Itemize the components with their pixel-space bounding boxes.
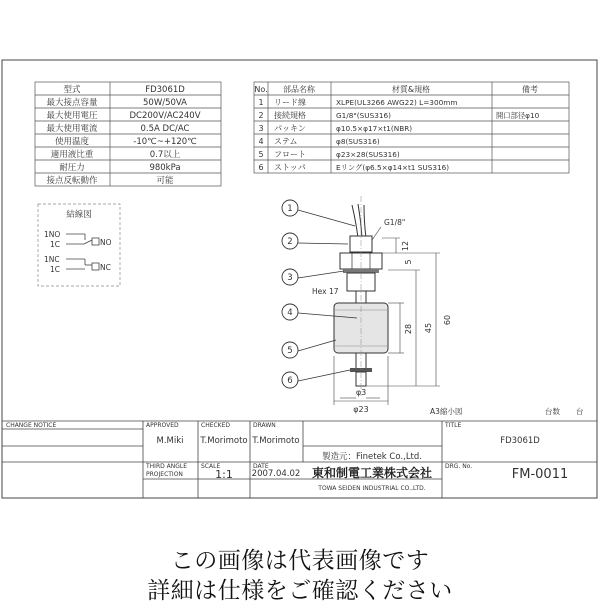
spec-label-7: 接点反転動作	[46, 176, 98, 186]
checked-value: T.Morimoto	[200, 436, 248, 446]
callout-2: 2	[287, 237, 293, 247]
paper-size-label: A3縮小図	[430, 407, 463, 416]
spec-label-0: 型式	[63, 85, 81, 95]
spec-value-5: 0.7以上	[149, 150, 181, 160]
thread-label: G1/8"	[384, 218, 406, 227]
date-label: DATE	[253, 463, 269, 470]
dim-45: 45	[424, 322, 433, 334]
caption-line-2: 詳細は仕様をご確認ください	[147, 578, 453, 604]
spec-value-6: 980kPa	[149, 163, 181, 173]
spec-value-7: 可能	[156, 176, 174, 186]
title-label: TITLE	[445, 422, 462, 429]
wiring-terminal-2: 1NC	[44, 255, 60, 264]
caption-line-1: この画像は代表画像です	[170, 548, 430, 574]
change-notice-label: CHANGE NOTICE	[6, 422, 57, 429]
dim-60: 60	[443, 314, 452, 326]
dim-phi23: φ23	[353, 405, 369, 414]
callout-5: 5	[287, 346, 293, 356]
spec-label-1: 最大接点容量	[46, 98, 98, 108]
parts-part-5: ストッパ	[274, 163, 306, 172]
title-value: FD3061D	[500, 436, 540, 446]
parts-part-3: ステム	[274, 137, 298, 146]
callout-1: 1	[287, 204, 293, 214]
unit-value: 台	[576, 407, 584, 416]
spec-value-1: 50W/50VA	[143, 98, 187, 108]
hex-label: Hex 17	[312, 287, 339, 296]
parts-part-0: リード線	[274, 98, 306, 107]
parts-material-1: G1/8"(SUS316)	[336, 111, 391, 120]
parts-material-2: φ10.5×φ17×t1(NBR)	[336, 124, 413, 133]
spec-value-4: -10℃~+120℃	[133, 137, 197, 147]
third-angle-line1: THIRD ANGLE	[146, 463, 188, 470]
spec-label-4: 使用温度	[54, 137, 90, 147]
parts-part-4: フロート	[274, 150, 306, 159]
dim-5: 5	[404, 259, 413, 265]
wiring-diagram	[38, 204, 120, 286]
scale-value: 1:1	[215, 468, 233, 481]
wiring-contact-nc: NC	[100, 263, 111, 272]
callout-4: 4	[287, 308, 293, 318]
wiring-terminal-0: 1NO	[44, 230, 61, 239]
company-name: 東和制電工業株式会社	[311, 466, 433, 480]
spec-value-0: FD3061D	[145, 85, 185, 95]
dim-phi3: φ3	[355, 388, 367, 397]
wiring-terminal-1: 1C	[50, 240, 61, 249]
approved-label: APPROVED	[146, 422, 179, 429]
spec-value-2: DC200V/AC240V	[129, 111, 201, 121]
parts-part-1: 接続規格	[274, 111, 306, 120]
parts-header-note: 備考	[522, 85, 538, 94]
third-angle-line2: PROJECTION	[146, 471, 183, 478]
title-block	[2, 421, 597, 498]
scale-label: SCALE	[201, 463, 221, 470]
spec-label-3: 最大使用電流	[46, 124, 98, 134]
callout-3: 3	[287, 273, 293, 283]
float-switch-drawing	[282, 196, 584, 416]
parts-material-5: Eリング(φ6.5×φ14×t1 SUS316)	[336, 163, 450, 172]
parts-material-4: φ23×28(SUS316)	[336, 150, 400, 159]
drawing-number: FM-0011	[511, 467, 569, 482]
parts-no-1: 2	[258, 111, 264, 120]
dim-12: 12	[401, 240, 410, 252]
spec-label-2: 最大使用電圧	[46, 111, 98, 121]
wiring-title: 結線図	[66, 210, 92, 220]
spec-label-6: 耐圧力	[59, 163, 85, 173]
parts-header-part: 部品名称	[283, 85, 315, 94]
parts-material-3: φ8(SUS316)	[336, 137, 380, 146]
callout-6: 6	[287, 376, 293, 386]
wiring-contact-no: NO	[100, 238, 112, 247]
wiring-terminal-3: 1C	[50, 265, 61, 274]
drawn-value: T.Morimoto	[252, 436, 300, 446]
drg-label: DRG. No.	[445, 463, 473, 470]
parts-header-material: 材質&規格	[391, 85, 431, 94]
checked-label: CHECKED	[201, 422, 231, 429]
parts-part-2: パッキン	[274, 124, 306, 133]
parts-no-2: 3	[258, 124, 264, 133]
unit-label: 台数	[545, 407, 560, 416]
parts-no-4: 5	[258, 150, 264, 159]
approved-value: M.Miki	[156, 436, 184, 446]
manufacturer: 製造元：Finetek Co.,Ltd.	[322, 452, 422, 462]
date-value: 2007.04.02	[251, 469, 301, 479]
parts-no-0: 1	[258, 98, 264, 107]
parts-no-5: 6	[258, 163, 264, 172]
dim-28: 28	[404, 323, 413, 335]
parts-note-1: 開口部径φ10	[496, 111, 540, 120]
spec-value-3: 0.5A DC/AC	[140, 124, 190, 134]
parts-no-3: 4	[258, 137, 264, 146]
drawn-label: DRAWN	[253, 422, 276, 429]
parts-header-no: No.	[254, 85, 268, 94]
parts-material-0: XLPE(UL3266 AWG22) L=300mm	[336, 98, 458, 107]
company-name-en: TOWA SEIDEN INDUSTRIAL CO.,LTD.	[318, 485, 426, 492]
spec-label-5: 適用液比重	[50, 150, 94, 160]
